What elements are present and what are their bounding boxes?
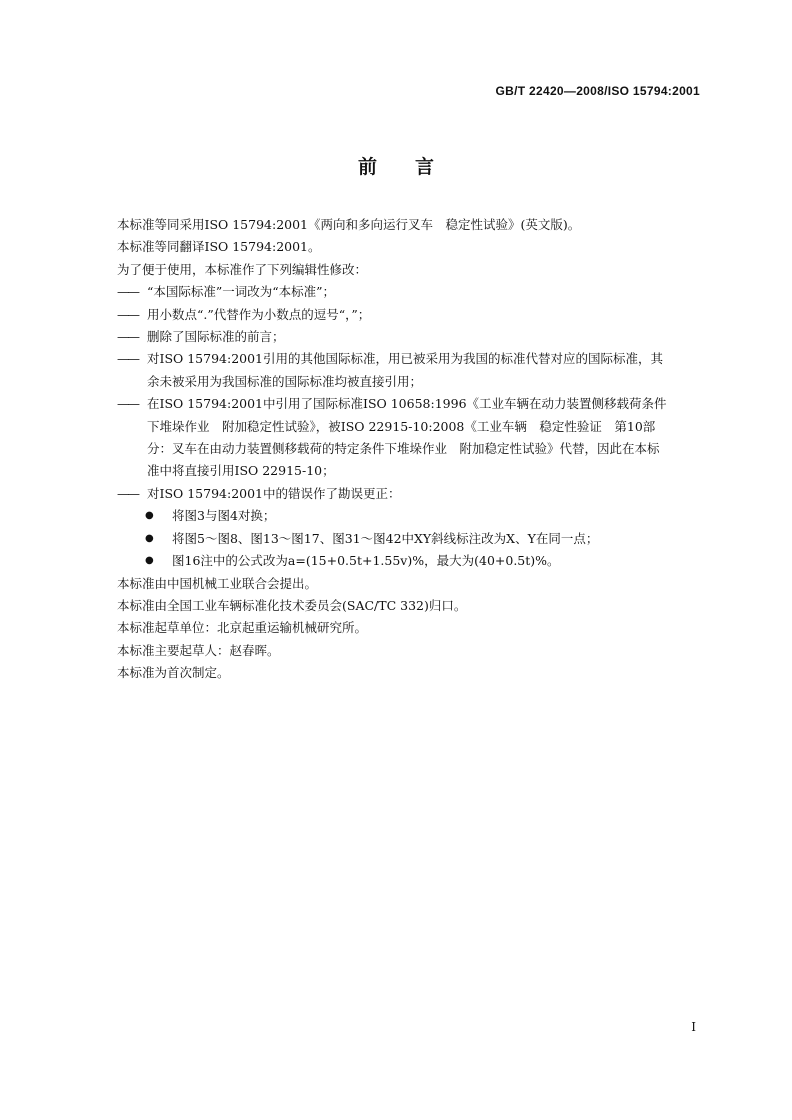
dash-marker: —— [117, 329, 138, 345]
dash-marker: —— [117, 351, 138, 367]
list-item [117, 393, 707, 483]
paragraph: 本标准由全国工业车辆标准化技术委员会(SAC/TC 332)归口。 [117, 597, 467, 613]
list-item [117, 348, 707, 393]
paragraph: 本标准由中国机械工业联合会提出。 [117, 575, 318, 591]
page-title: 前言 [357, 156, 472, 178]
list-item-text: 删除了国际标准的前言； [147, 329, 285, 345]
bullet-icon: ● [145, 510, 154, 522]
dash-marker: —— [117, 485, 138, 501]
paragraph: 本标准等同翻译ISO 15794:2001。 [117, 239, 321, 255]
paragraph: 为了便于使用，本标准作了下列编辑性修改： [117, 261, 368, 277]
list-item-text: 对ISO 15794:2001中的错误作了勘误更正： [147, 485, 401, 501]
standard-number: GB/T 22420—2008/ISO 15794:2001 [495, 84, 700, 98]
bullet-text: 图16注中的公式改为a=(15+0.5t+1.55v)%，最大为(40+0.5t)%。 [172, 553, 560, 569]
bullet-item [117, 528, 707, 550]
foreword-body [117, 214, 707, 685]
page-number: I [691, 1020, 696, 1034]
paragraph: 本标准为首次制定。 [117, 665, 230, 681]
paragraph: 本标准起草单位：北京起重运输机械研究所。 [117, 620, 368, 636]
list-item-text: 对ISO 15794:2001引用的其他国际标准，用已被采用为我国的标准代替对应的国际标准，其 [147, 351, 664, 367]
list-item [117, 326, 707, 348]
bullet-text: 将图5～图8、图13～图17、图31～图42中XY斜线标注改为X、Y在同一点； [172, 530, 599, 546]
bullet-item [117, 550, 707, 572]
list-item-text: 用小数点“.”代替作为小数点的逗号“，”； [147, 306, 371, 322]
bullet-icon: ● [145, 555, 154, 567]
dash-marker: —— [117, 284, 138, 300]
list-item [117, 281, 707, 303]
bullet-text: 将图3与图4对换； [172, 508, 276, 524]
dash-marker: —— [117, 306, 138, 322]
list-item-text: 准中将直接引用ISO 22915-10； [147, 463, 335, 479]
list-item-text: 余未被采用为我国标准的国际标准均被直接引用； [147, 373, 423, 389]
list-item-text: 在ISO 15794:2001中引用了国际标准ISO 10658:1996《工业车辆在动力装置侧移载荷条件 [147, 396, 667, 412]
paragraph: 本标准等同采用ISO 15794:2001《两向和多向运行叉车 稳定性试验》(英文版)。 [117, 217, 581, 232]
list-item-text: “本国际标准”一词改为“本标准”； [147, 284, 336, 300]
list-item-text: 下堆垛作业 附加稳定性试验》，被ISO 22915-10:2008《工业车辆 稳定性验证 第10部 [147, 418, 656, 434]
list-item [117, 483, 707, 505]
bullet-item [117, 505, 707, 527]
paragraph: 本标准主要起草人：赵春晖。 [117, 642, 280, 658]
bullet-icon: ● [145, 532, 154, 544]
dash-marker: —— [117, 396, 138, 412]
list-item [117, 304, 707, 326]
list-item-text: 分：叉车在由动力装置侧移载荷的特定条件下堆垛作业 附加稳定性试验》代替，因此在本标 [147, 441, 660, 457]
